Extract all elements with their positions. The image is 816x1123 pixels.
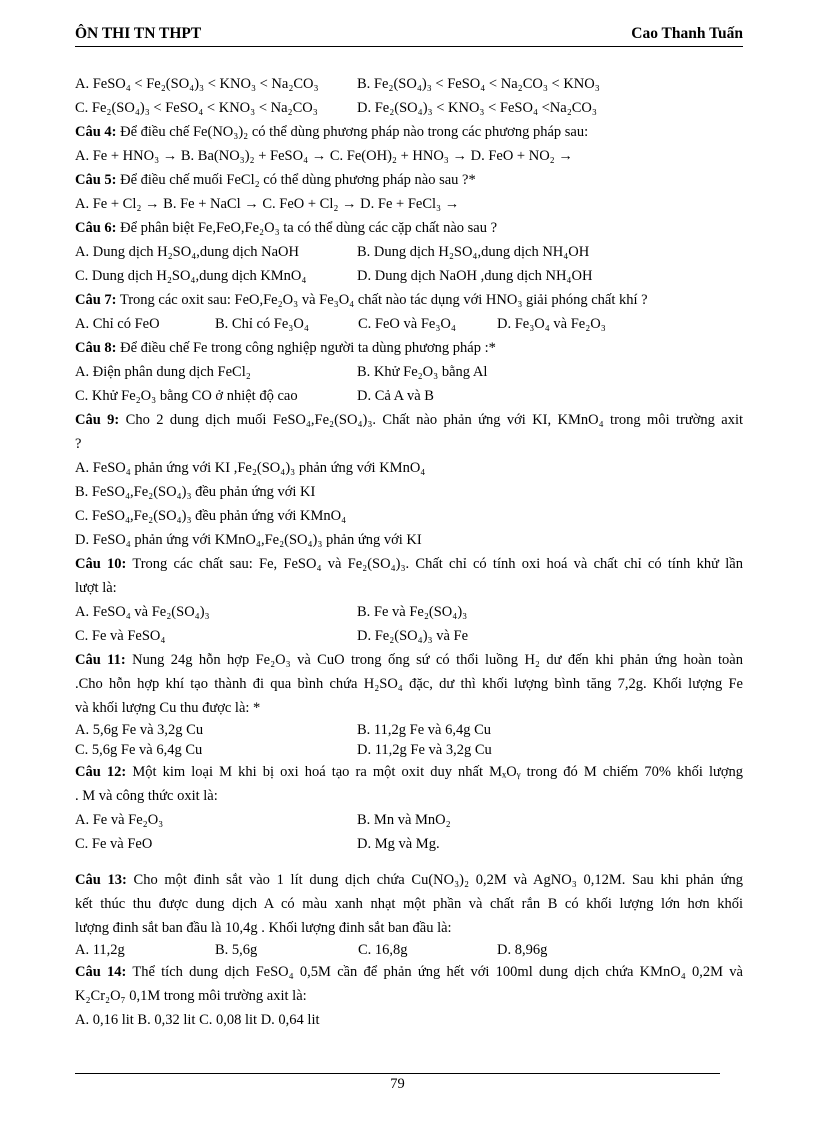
line-text: và khối lượng Cu thu được là: *	[75, 700, 261, 716]
question-number: Câu 5:	[75, 172, 117, 188]
text-line	[75, 432, 743, 456]
question-number: Câu 14:	[75, 964, 127, 980]
question-number: Câu 13:	[75, 872, 127, 888]
text-line	[75, 696, 743, 720]
options-line	[75, 72, 743, 96]
line-text: Để phân biệt Fe,FeO,Fe₂O₃ ta có thể dùng các cặp chất nào sau ?	[120, 220, 498, 236]
answer-option: B. Fe và Fe₂(SO₄)₃	[357, 604, 468, 620]
exercise-content	[75, 72, 743, 1032]
answer-option: D. Cả A và B	[357, 388, 434, 404]
line-text: Một kim loại M khi bị oxi hoá tạo ra một oxit duy nhất MₓOᵧ trong đó M chiếm 70% khối lượng	[132, 764, 744, 780]
answer-option: A. 5,6g Fe và 3,2g Cu	[75, 722, 204, 738]
question-line	[75, 288, 743, 312]
answer-option: C. Fe và FeSO₄	[75, 628, 166, 644]
question-number: Câu 4:	[75, 124, 117, 140]
line-text: A. FeSO₄ phản ứng với KI ,Fe₂(SO₄)₃ phản ứng với KMnO₄	[75, 460, 426, 476]
text-line	[75, 1008, 743, 1032]
line-text: A. Fe + Cl₂ → B. Fe + NaCl → C. FeO + Cl₂ → D. Fe + FeCl₃ →	[75, 196, 460, 212]
answer-option: A. Fe và Fe₂O₃	[75, 812, 164, 828]
line-text: A. 0,16 lit B. 0,32 lit C. 0,08 lit D. 0,64 lit	[75, 1012, 320, 1028]
answer-option: C. 16,8g	[358, 942, 408, 958]
answer-option: C. Khử Fe₂O₃ bằng CO ở nhiệt độ cao	[75, 388, 298, 404]
page-header	[75, 24, 743, 47]
header-right: Cao Thanh Tuấn	[631, 25, 743, 42]
answer-option: B. 11,2g Fe và 6,4g Cu	[357, 722, 491, 738]
question-number: Câu 11:	[75, 652, 126, 668]
text-line	[75, 672, 743, 696]
answer-option: B. Mn và MnO₂	[357, 812, 451, 828]
answer-option: A. FeSO₄ và Fe₂(SO₄)₃	[75, 604, 210, 620]
question-line	[75, 408, 743, 432]
answer-option: B. Khử Fe₂O₃ bằng Al	[357, 364, 488, 380]
header-left: ÔN THI TN THPT	[75, 25, 202, 42]
answer-option: A. Điện phân dung dịch FeCl₂	[75, 364, 251, 380]
line-text: Cho một đinh sắt vào 1 lít dung dịch chứa Cu(NO₃)₂ 0,2M và AgNO₃ 0,12M. Sau khi phản ứng	[133, 872, 743, 888]
line-text: Cho 2 dung dịch muối FeSO₄,Fe₂(SO₄)₃. Chất nào phản ứng với KI, KMnO₄ trong môi trường axit	[125, 412, 744, 428]
answer-option: D. Fe₂(SO₄)₃ và Fe	[357, 628, 469, 644]
answer-option: C. 5,6g Fe và 6,4g Cu	[75, 742, 203, 758]
answer-option: B. Dung dịch H₂SO₄,dung dịch NH₄OH	[357, 244, 590, 260]
answer-option: C. Fe₂(SO₄)₃ < FeSO₄ < KNO₃ < Na₂CO₃	[75, 100, 318, 116]
answer-option: D. Dung dịch NaOH ,dung dịch NH₄OH	[357, 268, 593, 284]
question-line	[75, 868, 743, 892]
line-text: Nung 24g hỗn hợp Fe₂O₃ và CuO trong ống sứ có thổi luồng H₂ dư đến khi phản ứng hoàn toàn	[132, 652, 743, 668]
line-text: Để điều chế muối FeCl₂ có thể dùng phương pháp nào sau ?*	[120, 172, 476, 188]
text-line	[75, 192, 743, 216]
answer-option: B. Fe₂(SO₄)₃ < FeSO₄ < Na₂CO₃ < KNO₃	[357, 76, 600, 92]
line-text: K₂Cr₂O₇ 0,1M trong môi trường axit là:	[75, 988, 307, 1004]
line-text: kết thúc thu được dung dịch A có màu xanh nhạt một phần và chất rắn B có khối lượng lớn hơn khối	[75, 896, 743, 912]
question-number: Câu 7:	[75, 292, 117, 308]
page-footer	[75, 1073, 720, 1093]
text-line	[75, 916, 743, 940]
answer-option: C. Fe và FeO	[75, 836, 153, 852]
question-line	[75, 552, 743, 576]
question-line	[75, 168, 743, 192]
answer-option: D. Fe₃O₄ và Fe₂O₃	[497, 316, 606, 332]
line-text: Để điều chế Fe trong công nghiệp người ta dùng phương pháp :*	[120, 340, 496, 356]
line-text: C. FeSO₄,Fe₂(SO₄)₃ đều phản ứng với KMnO₄	[75, 508, 347, 524]
line-text: Thể tích dung dịch FeSO₄ 0,5M cần để phản ứng hết với 100ml dung dịch chứa KMnO₄ 0,2M và	[132, 964, 743, 980]
question-line	[75, 216, 743, 240]
line-text: lượng đinh sắt ban đầu là 10,4g . Khối lượng đinh sắt ban đầu là:	[75, 920, 452, 936]
answer-option: B. 5,6g	[215, 942, 258, 958]
line-text: Để điều chế Fe(NO₃)₂ có thể dùng phương pháp nào trong các phương pháp sau:	[120, 124, 589, 140]
answer-option: C. Dung dịch H₂SO₄,dung dịch KMnO₄	[75, 268, 307, 284]
line-text: Trong các chất sau: Fe, FeSO₄ và Fe₂(SO₄)₃. Chất chỉ có tính oxi hoá và chất chỉ có tính khử lần	[132, 556, 743, 572]
options-line	[75, 96, 743, 120]
options-line	[75, 240, 743, 264]
text-line	[75, 576, 743, 600]
answer-option: D. 8,96g	[497, 942, 548, 958]
line-text: .Cho hỗn hợp khí tạo thành đi qua bình chứa H₂SO₄ đặc, dư thì khối lượng bình tăng 7,2g. Khối lượng Fe	[75, 676, 743, 692]
text-line	[75, 144, 743, 168]
question-number: Câu 8:	[75, 340, 117, 356]
text-line	[75, 892, 743, 916]
question-line	[75, 760, 743, 784]
options-line	[75, 740, 743, 760]
options-line	[75, 624, 743, 648]
line-text: B. FeSO₄,Fe₂(SO₄)₃ đều phản ứng với KI	[75, 484, 316, 500]
question-line	[75, 120, 743, 144]
options-line	[75, 940, 743, 960]
line-text: D. FeSO₄ phản ứng với KMnO₄,Fe₂(SO₄)₃ phản ứng với KI	[75, 532, 422, 548]
text-line	[75, 480, 743, 504]
text-line	[75, 504, 743, 528]
question-number: Câu 9:	[75, 412, 120, 428]
answer-option: D. Fe₂(SO₄)₃ < KNO₃ < FeSO₄ <Na₂CO₃	[357, 100, 597, 116]
options-line	[75, 720, 743, 740]
options-line	[75, 808, 743, 832]
answer-option: A. Chỉ có FeO	[75, 316, 160, 332]
question-line	[75, 648, 743, 672]
text-line	[75, 784, 743, 808]
options-line	[75, 312, 743, 336]
answer-option: A. 11,2g	[75, 942, 125, 958]
line-text: lượt là:	[75, 580, 117, 596]
options-line	[75, 360, 743, 384]
options-line	[75, 384, 743, 408]
text-line	[75, 528, 743, 552]
answer-option: A. FeSO₄ < Fe₂(SO₄)₃ < KNO₃ < Na₂CO₃	[75, 76, 319, 92]
options-line	[75, 832, 743, 856]
line-text: A. Fe + HNO₃ → B. Ba(NO₃)₂ + FeSO₄ → C. Fe(OH)₂ + HNO₃ → D. FeO + NO₂ →	[75, 148, 573, 164]
answer-option: D. Mg và Mg.	[357, 836, 440, 852]
line-text: ?	[75, 436, 82, 452]
question-number: Câu 6:	[75, 220, 117, 236]
line-text: Trong các oxit sau: FeO,Fe₂O₃ và Fe₃O₄ chất nào tác dụng với HNO₃ giải phóng chất khí ?	[119, 292, 648, 308]
question-number: Câu 12:	[75, 764, 127, 780]
answer-option: A. Dung dịch H₂SO₄,dung dịch NaOH	[75, 244, 299, 260]
answer-option: B. Chỉ có Fe₃O₄	[215, 316, 309, 332]
question-line	[75, 336, 743, 360]
question-number: Câu 10:	[75, 556, 127, 572]
text-line	[75, 456, 743, 480]
question-line	[75, 960, 743, 984]
options-line	[75, 600, 743, 624]
line-text: . M và công thức oxit là:	[75, 788, 218, 804]
answer-option: D. 11,2g Fe và 3,2g Cu	[357, 742, 492, 758]
page-number: 79	[390, 1076, 405, 1092]
answer-option: C. FeO và Fe₃O₄	[358, 316, 456, 332]
text-line	[75, 984, 743, 1008]
options-line	[75, 264, 743, 288]
